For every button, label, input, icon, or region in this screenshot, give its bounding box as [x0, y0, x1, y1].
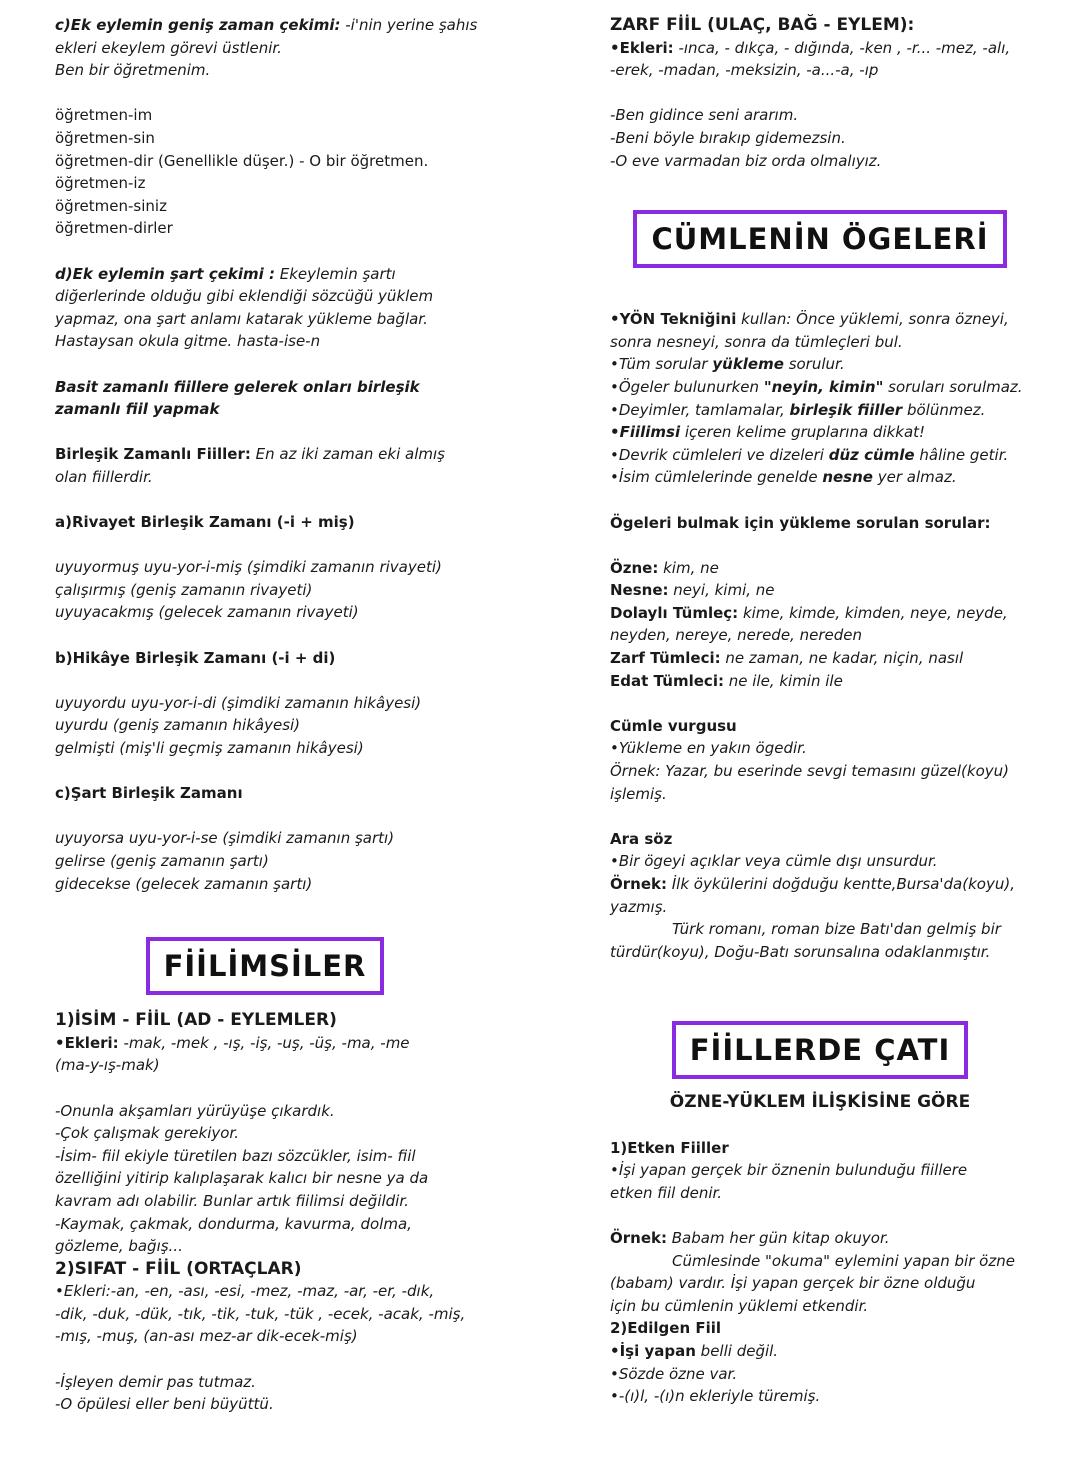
isim-fiil-line: -Kaymak, çakmak, dondurma, kavurma, dolma, — [55, 1214, 412, 1233]
rivayet-line: çalışırmış (geniş zamanın rivayeti) — [55, 580, 313, 599]
edilgen-fiil-heading: 2)Edilgen Fiil — [610, 1319, 722, 1338]
isim-fiil-line: gözleme, bağış... — [55, 1237, 183, 1256]
ara-soz-line: yazmış. — [610, 897, 668, 916]
hikaye-heading: b)Hikâye Birleşik Zamanı (-i + di) — [55, 648, 336, 667]
cumle-vurgusu-heading: Cümle vurgusu — [610, 716, 737, 735]
yon-line: •Deyimler, tamlamalar, birleşik fiiller bölünmez. — [610, 400, 986, 419]
ara-soz-line: Türk romanı, roman bize Batı'dan gelmiş bir — [672, 920, 1001, 939]
dolayli-tumlec-line: Dolaylı Tümleç: kime, kimde, kimden, neye, neyde, — [610, 603, 1008, 622]
etken-fiiller-heading: 1)Etken Fiiller — [610, 1138, 729, 1157]
isim-fiil-line: özelliğini yitirip kalıplaşarak kalıcı bir nesne ya da — [55, 1169, 429, 1188]
ek-fiil-genis-example: Ben bir öğretmenim. — [55, 61, 211, 80]
etken-ornek: Örnek: Babam her gün kitap okuyor. — [610, 1228, 890, 1247]
sifat-fiil-heading: 2)SIFAT - FİİL (ORTAÇLAR) — [55, 1258, 302, 1279]
vurgu-line: işlemiş. — [610, 784, 667, 803]
sifat-fiil-example: -İşleyen demir pas tutmaz. — [55, 1372, 256, 1391]
edilgen-line: •İşi yapan belli değil. — [610, 1341, 779, 1360]
zarf-fiil-ekleri2: -erek, -madan, -meksizin, -a...-a, -ıp — [610, 61, 879, 80]
left-column — [55, 14, 525, 1416]
zarf-fiil-example: -O eve varmadan biz orda olmalıyız. — [610, 151, 882, 170]
basit-heading: zamanlı fiil yapmak — [55, 400, 220, 419]
rivayet-line: uyuyormuş uyu-yor-i-miş (şimdiki zamanın rivayeti) — [55, 558, 442, 577]
etken-line: Cümlesinde "okuma" eylemini yapan bir özne — [672, 1251, 1015, 1270]
hikaye-line: uyuyordu uyu-yor-i-di (şimdiki zamanın hikâyesi) — [55, 693, 422, 712]
sorular-heading: Ögeleri bulmak için yükleme sorulan sorular: — [610, 513, 991, 532]
sifat-fiil-line: -mış, -muş, (an-ası mez-ar dik-ecek-miş) — [55, 1327, 358, 1346]
sart-line: Hastaysan okula gitme. hasta-ise-n — [55, 332, 321, 351]
etken-line: için bu cümlenin yüklemi etkendir. — [610, 1296, 869, 1315]
ara-soz-line: türdür(koyu), Doğu-Batı sorunsalına odaklanmıştır. — [610, 942, 991, 961]
isim-fiil-line: -Çok çalışmak gerekiyor. — [55, 1124, 239, 1143]
right-column — [610, 14, 1050, 1408]
yon-line: •Tüm sorular yükleme sorulur. — [610, 355, 845, 374]
zarf-fiil-example: -Beni böyle bırakıp gidemezsin. — [610, 128, 846, 147]
yon-line: •İsim cümlelerinde genelde nesne yer almaz. — [610, 468, 957, 487]
basit-heading: Basit zamanlı fiillere gelerek onları birleşik — [55, 377, 420, 396]
ara-soz-line: •Bir ögeyi açıklar veya cümle dışı unsurdur. — [610, 852, 938, 871]
etken-line: (babam) vardır. İşi yapan gerçek bir özne olduğu — [610, 1274, 976, 1293]
ara-soz-ornek: Örnek: İlk öykülerini doğduğu kentte,Bursa'da(koyu), — [610, 875, 1015, 893]
yon-line: •Fiilimsi içeren kelime gruplarına dikkat! — [610, 423, 926, 442]
isim-fiil-line: -Onunla akşamları yürüyüşe çıkardık. — [55, 1101, 335, 1120]
sart-birlesik-heading: c)Şart Birleşik Zamanı — [55, 784, 243, 803]
nesne-line: Nesne: neyi, kimi, ne — [610, 581, 775, 600]
sifat-fiil-line: •Ekleri:-an, -en, -ası, -esi, -mez, -maz, -ar, -er, -dık, — [55, 1282, 435, 1301]
rivayet-line: uyuyacakmış (gelecek zamanın rivayeti) — [55, 603, 359, 622]
ara-soz-heading: Ara söz — [610, 829, 673, 848]
sifat-fiil-example: -O öpülesi eller beni büyüttü. — [55, 1395, 274, 1414]
birlesik-line2: olan fiillerdir. — [55, 467, 153, 486]
isim-fiil-line: kavram adı olabilir. Bunlar artık fiilimsi değildir. — [55, 1191, 409, 1210]
cekim-item: öğretmen-dirler — [55, 219, 173, 238]
edat-tumleci-line: Edat Tümleci: ne ile, kimin ile — [610, 671, 843, 690]
yon-line: •Devrik cümleleri ve dizeleri düz cümle hâline getir. — [610, 445, 1009, 464]
vurgu-line: Örnek: Yazar, bu eserinde sevgi temasını güzel(koyu) — [610, 762, 1009, 781]
hikaye-line: gelmişti (miş'li geçmiş zamanın hikâyesi) — [55, 739, 364, 757]
ek-fiil-genis-line2: ekleri ekeylem görevi üstlenir. — [55, 38, 282, 57]
yon-line: sonra nesneyi, sonra da tümleçleri bul. — [610, 332, 903, 351]
zarf-fiil-heading: ZARF FİİL (ULAÇ, BAĞ - EYLEM): — [610, 15, 915, 35]
sifat-fiil-line: -dik, -duk, -dük, -tık, -tik, -tuk, -tük , -ecek, -acak, -miş, — [55, 1304, 466, 1323]
yon-line: •Ögeler bulunurken "neyin, kimin" soruları sorulmaz. — [610, 377, 1023, 396]
edilgen-line: •Sözde özne var. — [610, 1364, 738, 1383]
ozne-yuklem-subheading: ÖZNE-YÜKLEM İLİŞKİSİNE GÖRE — [669, 1092, 971, 1113]
cekim-item: öğretmen-im — [55, 106, 153, 125]
birlesik-heading: Birleşik Zamanlı Fiiller: En az iki zaman eki almış — [55, 445, 445, 464]
edilgen-line: •-(ı)l, -(ı)n ekleriyle türemiş. — [610, 1387, 821, 1406]
ozne-line: Özne: kim, ne — [610, 558, 719, 577]
sart-birlesik-line: uyuyorsa uyu-yor-i-se (şimdiki zamanın şartı) — [55, 829, 395, 848]
cekim-item: öğretmen-iz — [55, 174, 146, 193]
rivayet-heading: a)Rivayet Birleşik Zamanı (-i + miş) — [55, 513, 355, 532]
ek-fiil-genis-line1: c)Ek eylemin geniş zaman çekimi: -i'nin yerine şahıs — [55, 16, 478, 34]
cumlenin-ogeleri-title: CÜMLENİN ÖGELERİ — [633, 210, 1006, 268]
zarf-tumleci-line: Zarf Tümleci: ne zaman, ne kadar, niçin, nasıl — [610, 649, 964, 668]
sart-birlesik-line: gelirse (geniş zamanın şartı) — [55, 851, 269, 870]
isim-fiil-ekleri: •Ekleri: -mak, -mek , -ış, -iş, -uş, -üş, -ma, -me — [55, 1033, 410, 1052]
fiilimsiler-title: FİİLİMSİLER — [146, 937, 385, 995]
isim-fiil-heading: 1)İSİM - FİİL (AD - EYLEMLER) — [55, 1010, 337, 1031]
isim-fiil-line: -İsim- fiil ekiyle türetilen bazı sözcükler, isim- fiil — [55, 1146, 416, 1165]
cekim-item: öğretmen-siniz — [55, 196, 167, 215]
cekim-item: öğretmen-dir (Genellikle düşer.) - O bir öğretmen. — [55, 151, 429, 170]
etken-line: •İşi yapan gerçek bir öznenin bulunduğu fiillere — [610, 1161, 968, 1180]
zarf-fiil-example: -Ben gidince seni ararım. — [610, 106, 799, 125]
fiillerde-cati-title: FİİLLERDE ÇATI — [672, 1021, 969, 1079]
yon-line: •YÖN Tekniğini kullan: Önce yüklemi, sonra özneyi, — [610, 310, 1009, 329]
etken-line: etken fiil denir. — [610, 1183, 723, 1202]
sart-line: diğerlerinde olduğu gibi eklendiği sözcüğü yüklem — [55, 287, 434, 306]
sart-line: yapmaz, ona şart anlamı katarak yükleme bağlar. — [55, 309, 428, 328]
zarf-fiil-ekleri: •Ekleri: -ınca, - dıkça, - dığında, -ken , -r... -mez, -alı, — [610, 38, 1011, 57]
dolayli-tumlec-line2: neyden, nereye, nerede, nereden — [610, 626, 862, 645]
cekim-item: öğretmen-sin — [55, 128, 155, 147]
vurgu-line: •Yükleme en yakın ögedir. — [610, 739, 807, 758]
sart-birlesik-line: gidecekse (gelecek zamanın şartı) — [55, 874, 313, 893]
hikaye-line: uyurdu (geniş zamanın hikâyesi) — [55, 716, 301, 735]
sart-cekimi-heading: d)Ek eylemin şart çekimi : Ekeylemin şartı — [55, 264, 396, 283]
isim-fiil-ekleri2: (ma-y-ış-mak) — [55, 1056, 160, 1075]
